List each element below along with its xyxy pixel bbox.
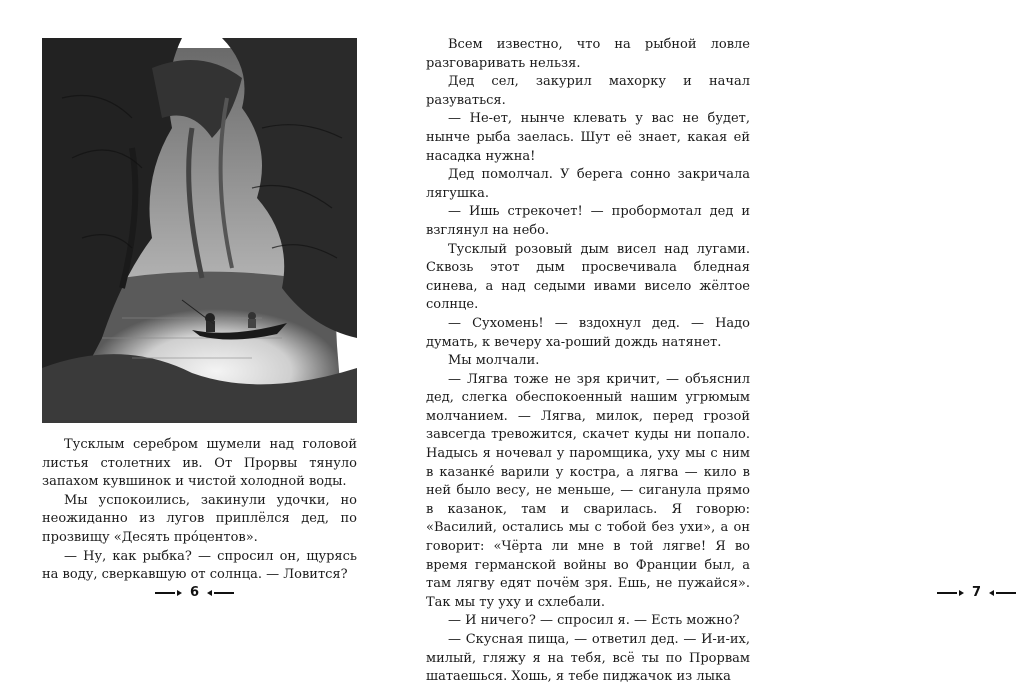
- page-number: 6: [190, 585, 200, 600]
- paragraph: Дед сел, закурил махорку и начал разуваться.: [426, 74, 750, 108]
- paragraph: Мы успокоились, закинули удочки, но неожиданно из лугов приплёлся дед, по прозвищу «Десять прóцентов».: [42, 492, 357, 545]
- folio-ornament-right: [207, 590, 234, 596]
- paragraph: — Сухомень! — вздохнул дед. — Надо думать, к вечеру ха-роший дождь натянет.: [426, 315, 750, 350]
- left-page-text: [42, 436, 357, 585]
- paragraph: Мы молчали.: [448, 353, 540, 369]
- river-boat-illustration: [42, 38, 357, 423]
- paragraph: — Ну, как рыбка? — спросил он, щурясь на воду, сверкавшую от солнца. — Ловится?: [42, 548, 357, 583]
- paragraph: — Не-ет, нынче клевать у вас не будет, нынче рыба заелась. Шут её знает, какая ей насадка нужна!: [426, 111, 750, 164]
- paragraph: Всем известно, что на рыбной ловле разговаривать нельзя.: [426, 37, 750, 71]
- folio-ornament-right: [989, 590, 1016, 596]
- page-number-left: [155, 585, 234, 600]
- paragraph: Тусклый розовый дым висел над лугами. Сквозь этот дым просвечивала бледная синева, а над седыми ивами висело жёлтое солнце.: [426, 241, 750, 313]
- right-page: [400, 0, 982, 685]
- left-page: [0, 0, 400, 644]
- paragraph: — Скусная пища, — ответил дед. — И-и-их, милый, гляжу я на тебя, всё ты по Прорвам шатаешься. Хошь, я тебе пиджачок из лыка: [426, 632, 750, 685]
- folio-ornament-left: [937, 590, 964, 596]
- paragraph: — Ишь стрекочет! — пробормотал дед и взглянул на небо.: [426, 204, 750, 238]
- paragraph: Тусклым серебром шумели над головой листья столетних ив. От Прорвы тянуло запахом кувшинок и чистой холодной воды.: [42, 437, 357, 490]
- paragraph: — Лягва тоже не зря кричит, — объяснил дед, слегка обеспокоенный нашим угрюмым молчанием. — Лягва, милок, перед грозой завсегда тревожится, скачет куды ни попало. Надысь я ночевал у паромщика, уху мы с ним в казанкé варили у костра, а лягва — кило в ней было весу, не меньше, — сиганула прямо в казанок, там и сварилась. Я говорю: «Василий, остались мы с тобой без ухи», а он говорит: «Чёрта ли мне в той лягве! Я во время германской войны во Франции был, а там лягву едят почём зря. Ешь, не пужайся». Так мы ту уху и схлебали.: [426, 371, 750, 610]
- right-page-text: [426, 36, 750, 687]
- page-number-right: [937, 585, 1016, 600]
- river-boat-illustration-icon: [42, 38, 357, 423]
- paragraph: Дед помолчал. У берега сонно закричала лягушка.: [426, 167, 750, 201]
- folio-ornament-left: [155, 590, 182, 596]
- paragraph: — И ничего? — спросил я. — Есть можно?: [448, 613, 740, 629]
- page-number: 7: [972, 585, 982, 600]
